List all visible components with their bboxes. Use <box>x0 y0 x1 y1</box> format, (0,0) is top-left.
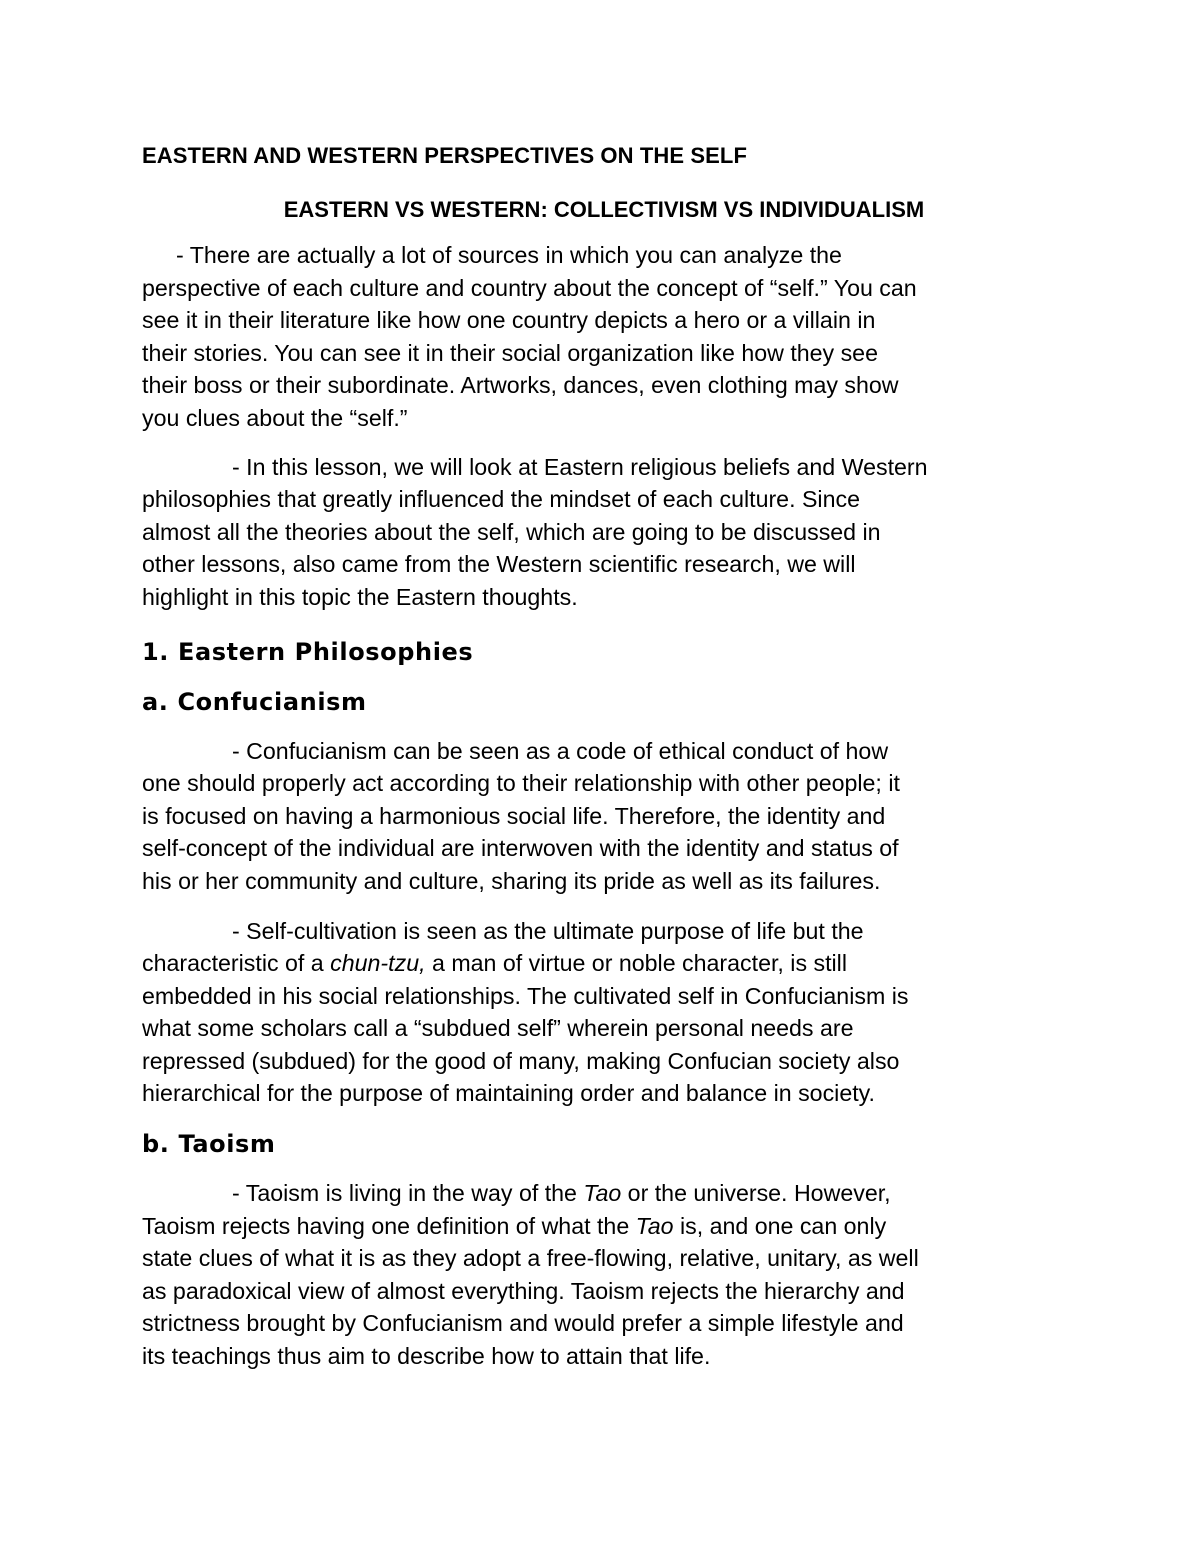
taoism-paragraph <box>142 1177 1062 1373</box>
text-line: - Confucianism can be seen as a code of ethical conduct of how <box>232 737 889 764</box>
text-segment: or the universe. However, <box>621 1180 891 1207</box>
section-heading-eastern-philosophies: 1. Eastern Philosophies <box>142 637 474 666</box>
text-line <box>142 1177 1062 1210</box>
document-page <box>142 140 1062 1373</box>
intro-paragraph-1 <box>142 239 1062 435</box>
text-line: state clues of what it is as they adopt a free-flowing, relative, unitary, as well <box>142 1245 919 1272</box>
text-segment: characteristic of a <box>142 950 331 977</box>
confucianism-paragraph-2 <box>142 915 1062 1111</box>
text-line: - In this lesson, we will look at Eastern religious beliefs and Western <box>232 453 928 480</box>
text-line: other lessons, also came from the Western scientific research, we will <box>142 551 856 578</box>
text-segment: Taoism rejects having one definition of what the <box>142 1212 636 1239</box>
text-line <box>142 947 1062 980</box>
italic-term-tao: Tao <box>583 1180 622 1207</box>
text-line: see it in their literature like how one country depicts a hero or a villain in <box>142 307 876 334</box>
text-line: as paradoxical view of almost everything. Taoism rejects the hierarchy and <box>142 1277 905 1304</box>
text-line: his or her community and culture, sharing its pride as well as its failures. <box>142 867 881 894</box>
section-heading-confucianism: a. Confucianism <box>142 687 367 716</box>
text-line: one should properly act according to their relationship with other people; it <box>142 770 900 797</box>
text-line: embedded in his social relationships. The cultivated self in Confucianism is <box>142 982 909 1009</box>
italic-term-chun-tzu: chun-tzu, <box>330 950 426 977</box>
text-segment: is, and one can only <box>673 1212 887 1239</box>
section-heading-taoism: b. Taoism <box>142 1130 276 1159</box>
text-line: almost all the theories about the self, which are going to be discussed in <box>142 518 881 545</box>
text-segment: - Taoism is living in the way of the <box>232 1180 584 1207</box>
text-line: their stories. You can see it in their social organization like how they see <box>142 339 878 366</box>
text-segment: a man of virtue or noble character, is still <box>425 950 847 977</box>
text-line: - There are actually a lot of sources in which you can analyze the <box>176 242 842 268</box>
text-line: highlight in this topic the Eastern thoughts. <box>142 583 578 610</box>
text-line: is focused on having a harmonious social life. Therefore, the identity and <box>142 802 886 829</box>
text-line <box>142 1210 1062 1243</box>
text-line: philosophies that greatly influenced the mindset of each culture. Since <box>142 486 860 513</box>
document-subtitle: EASTERN VS WESTERN: COLLECTIVISM VS INDIVIDUALISM <box>283 197 925 222</box>
text-line: - Self-cultivation is seen as the ultimate purpose of life but the <box>232 917 864 944</box>
intro-paragraph-2 <box>142 451 1062 614</box>
confucianism-paragraph-1 <box>142 735 1062 898</box>
text-line: you clues about the “self.” <box>142 404 408 431</box>
text-line: hierarchical for the purpose of maintaining order and balance in society. <box>142 1080 875 1107</box>
text-line: perspective of each culture and country about the concept of “self.” You can <box>142 274 917 301</box>
text-line: what some scholars call a “subdued self” wherein personal needs are <box>142 1015 854 1042</box>
text-line: its teachings thus aim to describe how to attain that life. <box>142 1343 711 1370</box>
italic-term-tao: Tao <box>635 1212 674 1239</box>
text-line: repressed (subdued) for the good of many, making Confucian society also <box>142 1047 900 1074</box>
text-line: strictness brought by Confucianism and would prefer a simple lifestyle and <box>142 1310 904 1337</box>
text-line: their boss or their subordinate. Artworks, dances, even clothing may show <box>142 372 899 399</box>
document-title: EASTERN AND WESTERN PERSPECTIVES ON THE SELF <box>142 143 747 168</box>
text-line: self-concept of the individual are interwoven with the identity and status of <box>142 835 899 862</box>
